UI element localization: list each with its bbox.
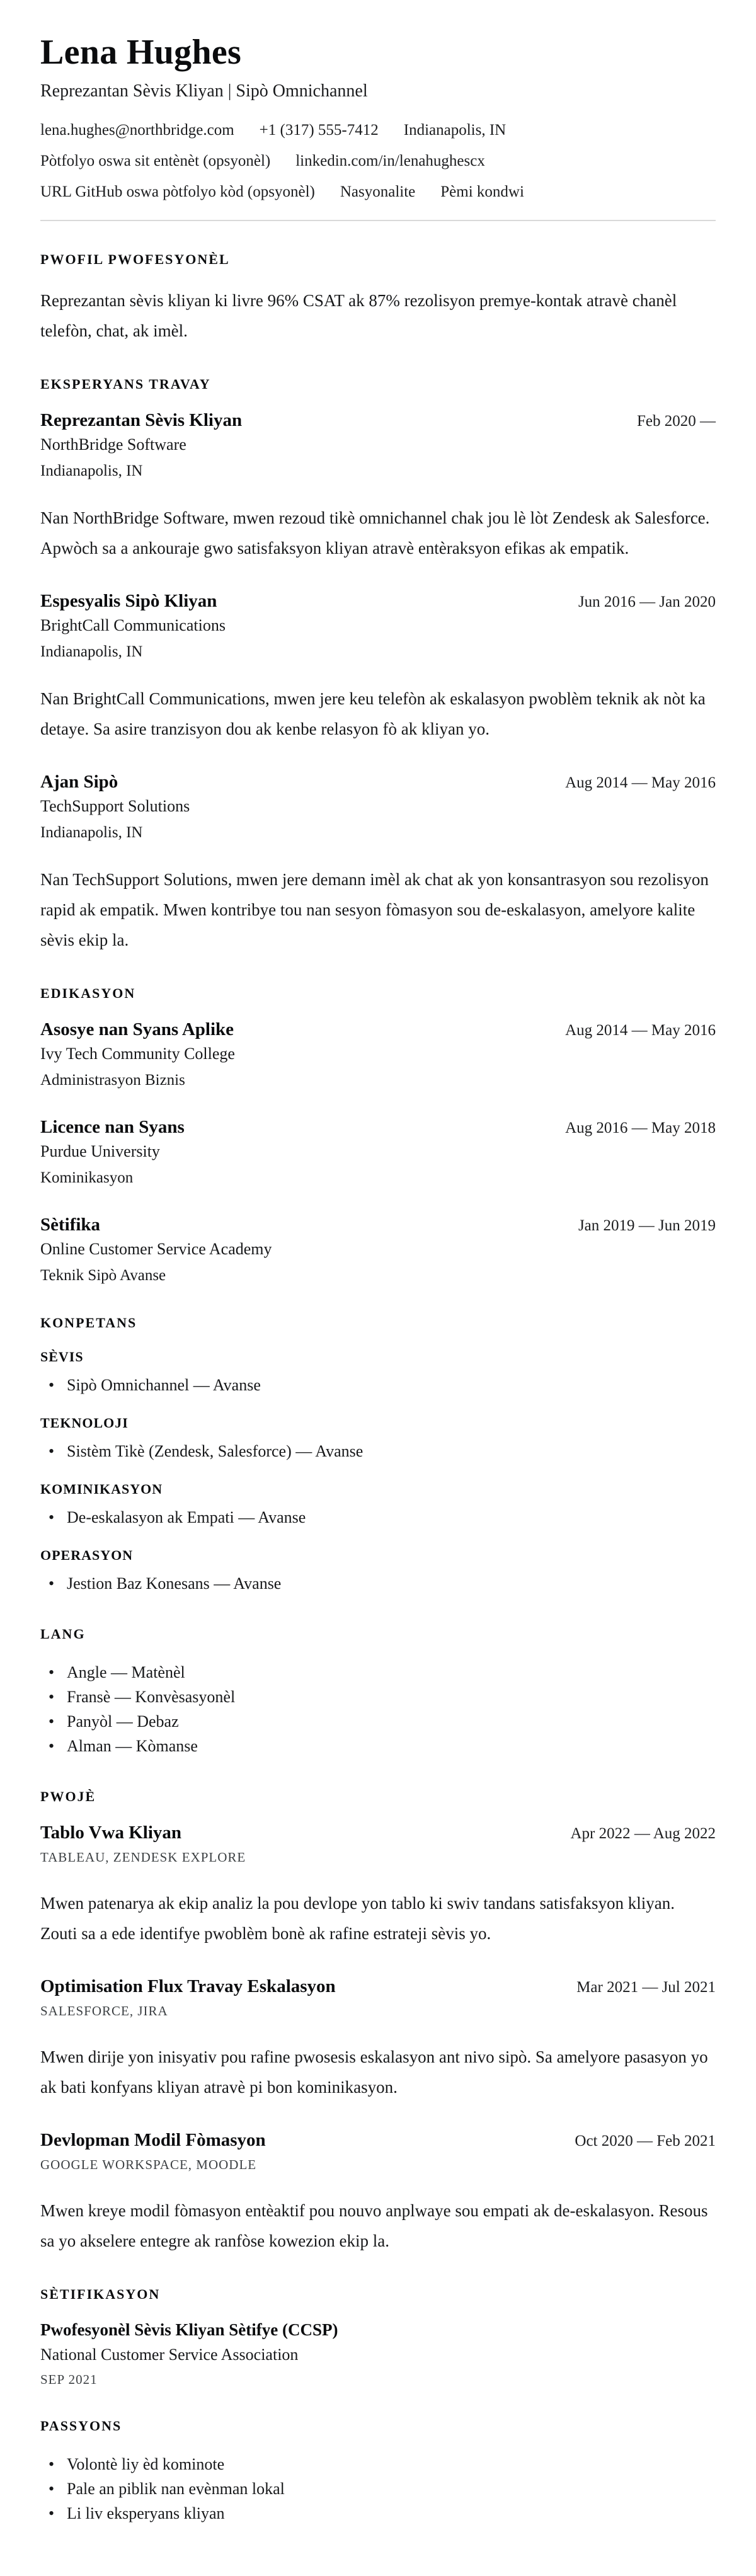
degree-title: Sètifika bbox=[40, 1215, 101, 1235]
section-passions bbox=[40, 2418, 716, 2526]
school-name: Purdue University bbox=[40, 1142, 160, 1161]
skill-category-label: KOMINIKASYON bbox=[40, 1481, 163, 1497]
skill-item: • De-eskalasyon ak Empati — Avanse bbox=[40, 1505, 716, 1530]
languages-heading: LANG bbox=[40, 1626, 86, 1642]
section-profile bbox=[40, 251, 716, 346]
language-item: • Alman — Kòmanse bbox=[40, 1734, 716, 1758]
job-location: Indianapolis, IN bbox=[40, 824, 143, 841]
certifications-heading: SÈTIFIKASYON bbox=[40, 2286, 161, 2303]
certification-org: National Customer Service Association bbox=[40, 2345, 299, 2364]
project-item bbox=[40, 2130, 716, 2256]
field-of-study: Kominikasyon bbox=[40, 1169, 134, 1187]
language-list bbox=[40, 1660, 716, 1758]
experience-item bbox=[40, 591, 716, 744]
passion-list bbox=[40, 2452, 716, 2526]
education-item-header bbox=[40, 1215, 716, 1235]
skill-group bbox=[40, 1547, 716, 1596]
skill-group bbox=[40, 1415, 716, 1463]
project-tools: SALESFORCE, JIRA bbox=[40, 2003, 168, 2019]
field-of-study: Administrasyon Biznis bbox=[40, 1072, 185, 1089]
project-dates: Apr 2022 — Aug 2022 bbox=[570, 1825, 716, 1843]
section-education bbox=[40, 985, 716, 1285]
skill-group bbox=[40, 1481, 716, 1530]
experience-item bbox=[40, 772, 716, 955]
passions-heading: PASSYONS bbox=[40, 2418, 122, 2434]
passion-item: • Li liv eksperyans kliyan bbox=[40, 2501, 716, 2526]
language-item: • Panyòl — Debaz bbox=[40, 1709, 716, 1734]
project-item-header bbox=[40, 1823, 716, 1843]
project-description: Mwen patenarya ak ekip analiz la pou devlope yon tablo ki swiv tandans satisfaksyon kliyan. Zouti sa a ede identifye pwoblèm bonè ak rafine estrateji sèvis yo. bbox=[40, 1894, 675, 1943]
job-dates: Feb 2020 — bbox=[637, 412, 716, 430]
section-experience bbox=[40, 376, 716, 955]
projects-heading: PWOJÈ bbox=[40, 1789, 96, 1805]
job-title: Espesyalis Sipò Kliyan bbox=[40, 590, 217, 611]
project-title: Optimisation Flux Travay Eskalasyon bbox=[40, 1976, 336, 1997]
experience-item bbox=[40, 410, 716, 563]
job-location: Indianapolis, IN bbox=[40, 462, 143, 479]
job-dates: Aug 2014 — May 2016 bbox=[565, 774, 716, 791]
job-description: Nan NorthBridge Software, mwen rezoud tikè omnichannel chak jou lè lòt Zendesk ak Salesforce. Apwòch sa a ankouraje gwo satisfaksyon kliyan atravè entèraksyon efikas ak empatik. bbox=[40, 508, 710, 558]
job-location: Indianapolis, IN bbox=[40, 643, 143, 660]
profile-summary: Reprezantan sèvis kliyan ki livre 96% CSAT ak 87% rezolisyon premye-kontak atravè chanèl telefòn, chat, ak imèl. bbox=[40, 290, 677, 340]
project-title: Tablo Vwa Kliyan bbox=[40, 1823, 182, 1843]
project-description: Mwen kreye modil fòmasyon entèaktif pou nouvo anplwaye sou empati ak de-eskalasyon. Resous sa yo akselere entegre ak ranfòse kowezion ekip la. bbox=[40, 2201, 708, 2251]
contact-location: Indianapolis, IN bbox=[403, 121, 507, 139]
section-skills bbox=[40, 1315, 716, 1596]
candidate-name: Lena Hughes bbox=[40, 33, 242, 72]
language-item: • Fransè — Konvèsasyonèl bbox=[40, 1685, 716, 1709]
project-item-header bbox=[40, 1976, 716, 1997]
skill-category-label: SÈVIS bbox=[40, 1349, 84, 1365]
contact-row-web bbox=[40, 152, 716, 170]
resume-header bbox=[40, 33, 716, 201]
project-tools: TABLEAU, ZENDESK EXPLORE bbox=[40, 1850, 246, 1865]
project-dates: Mar 2021 — Jul 2021 bbox=[576, 1979, 716, 1996]
skill-list bbox=[40, 1505, 716, 1530]
skills-heading: KONPETANS bbox=[40, 1315, 137, 1331]
job-description: Nan BrightCall Communications, mwen jere keu telefòn ak eskalasyon pwoblèm teknik ak nòt ka detaye. Sa asire tranzisyon dou ak kenbe relasyon fò ak kliyan yo. bbox=[40, 689, 706, 738]
company-name: BrightCall Communications bbox=[40, 615, 226, 634]
skill-list bbox=[40, 1571, 716, 1596]
education-item-header bbox=[40, 1019, 716, 1040]
experience-item-header bbox=[40, 772, 716, 793]
skill-category-label: OPERASYON bbox=[40, 1547, 134, 1564]
project-item bbox=[40, 1823, 716, 1949]
skill-category-label: TEKNOLOJI bbox=[40, 1415, 129, 1431]
contact-portfolio-placeholder: Pòtfolyo oswa sit entènèt (opsyonèl) bbox=[40, 152, 271, 169]
contact-email[interactable]: lena.hughes@northbridge.com bbox=[40, 121, 234, 139]
section-certifications bbox=[40, 2286, 716, 2388]
skill-item: • Sipò Omnichannel — Avanse bbox=[40, 1373, 716, 1397]
school-name: Ivy Tech Community College bbox=[40, 1045, 235, 1063]
education-dates: Aug 2014 — May 2016 bbox=[565, 1022, 716, 1039]
education-dates: Aug 2016 — May 2018 bbox=[565, 1119, 716, 1137]
contact-github-placeholder: URL GitHub oswa pòtfolyo kòd (opsyonèl) bbox=[40, 183, 315, 200]
section-languages bbox=[40, 1626, 716, 1758]
skill-item: • Sistèm Tikè (Zendesk, Salesforce) — Avanse bbox=[40, 1439, 716, 1463]
contact-row-primary bbox=[40, 122, 716, 139]
job-title: Reprezantan Sèvis Kliyan bbox=[40, 409, 243, 430]
candidate-title: Reprezantan Sèvis Kliyan | Sipò Omnichannel bbox=[40, 81, 368, 101]
certification-title: Pwofesyonèl Sèvis Kliyan Sètifye (CCSP) bbox=[40, 2320, 338, 2340]
education-dates: Jan 2019 — Jun 2019 bbox=[578, 1217, 716, 1235]
project-tools: GOOGLE WORKSPACE, MOODLE bbox=[40, 2157, 257, 2173]
contact-linkedin[interactable]: linkedin.com/in/lenahughescx bbox=[295, 152, 485, 169]
section-projects bbox=[40, 1789, 716, 2256]
education-item bbox=[40, 1117, 716, 1187]
project-item-header bbox=[40, 2130, 716, 2151]
contact-phone: +1 (317) 555-7412 bbox=[259, 121, 379, 139]
company-name: TechSupport Solutions bbox=[40, 797, 190, 815]
school-name: Online Customer Service Academy bbox=[40, 1240, 272, 1259]
skill-item: • Jestion Baz Konesans — Avanse bbox=[40, 1571, 716, 1596]
header-divider bbox=[40, 220, 716, 221]
certification-item bbox=[40, 2320, 716, 2388]
experience-item-header bbox=[40, 591, 716, 612]
passion-item: • Volontè liy èd kominote bbox=[40, 2452, 716, 2476]
company-name: NorthBridge Software bbox=[40, 435, 186, 454]
job-description: Nan TechSupport Solutions, mwen jere demann imèl ak chat ak yon konsantrasyon sou rezolisyon rapid ak empatik. Mwen kontribye tou nan sesyon fòmasyon sou de-eskalasyon, amelyore kalite sèvis ekip la. bbox=[40, 870, 709, 950]
education-item bbox=[40, 1019, 716, 1089]
skill-group bbox=[40, 1349, 716, 1397]
contact-nationality: Nasyonalite bbox=[340, 183, 416, 200]
education-heading: EDIKASYON bbox=[40, 985, 136, 1002]
experience-item-header bbox=[40, 410, 716, 431]
skill-list bbox=[40, 1373, 716, 1397]
project-dates: Oct 2020 — Feb 2021 bbox=[575, 2132, 716, 2150]
job-title: Ajan Sipò bbox=[40, 772, 118, 792]
certification-date: SEP 2021 bbox=[40, 2372, 98, 2388]
language-item: • Angle — Matènèl bbox=[40, 1660, 716, 1685]
education-item-header bbox=[40, 1117, 716, 1138]
skill-list bbox=[40, 1439, 716, 1463]
contact-driving-license: Pèmi kondwi bbox=[440, 183, 524, 200]
project-description: Mwen dirije yon inisyativ pou rafine pwosesis eskalasyon ant nivo sipò. Sa amelyore pasasyon yo ak bati konfyans kliyan atravè pi bon kominikasyon. bbox=[40, 2047, 708, 2097]
project-title: Devlopman Modil Fòmasyon bbox=[40, 2130, 266, 2151]
profile-heading: PWOFIL PWOFESYONÈL bbox=[40, 251, 230, 267]
field-of-study: Teknik Sipò Avanse bbox=[40, 1267, 166, 1285]
contact-row-extra bbox=[40, 183, 716, 201]
passion-item: • Pale an piblik nan evènman lokal bbox=[40, 2476, 716, 2501]
job-dates: Jun 2016 — Jan 2020 bbox=[578, 593, 716, 610]
education-item bbox=[40, 1215, 716, 1285]
project-item bbox=[40, 1976, 716, 2102]
contact-info bbox=[40, 122, 716, 201]
degree-title: Asosye nan Syans Aplike bbox=[40, 1019, 234, 1040]
degree-title: Licence nan Syans bbox=[40, 1117, 185, 1138]
experience-heading: EKSPERYANS TRAVAY bbox=[40, 375, 211, 392]
